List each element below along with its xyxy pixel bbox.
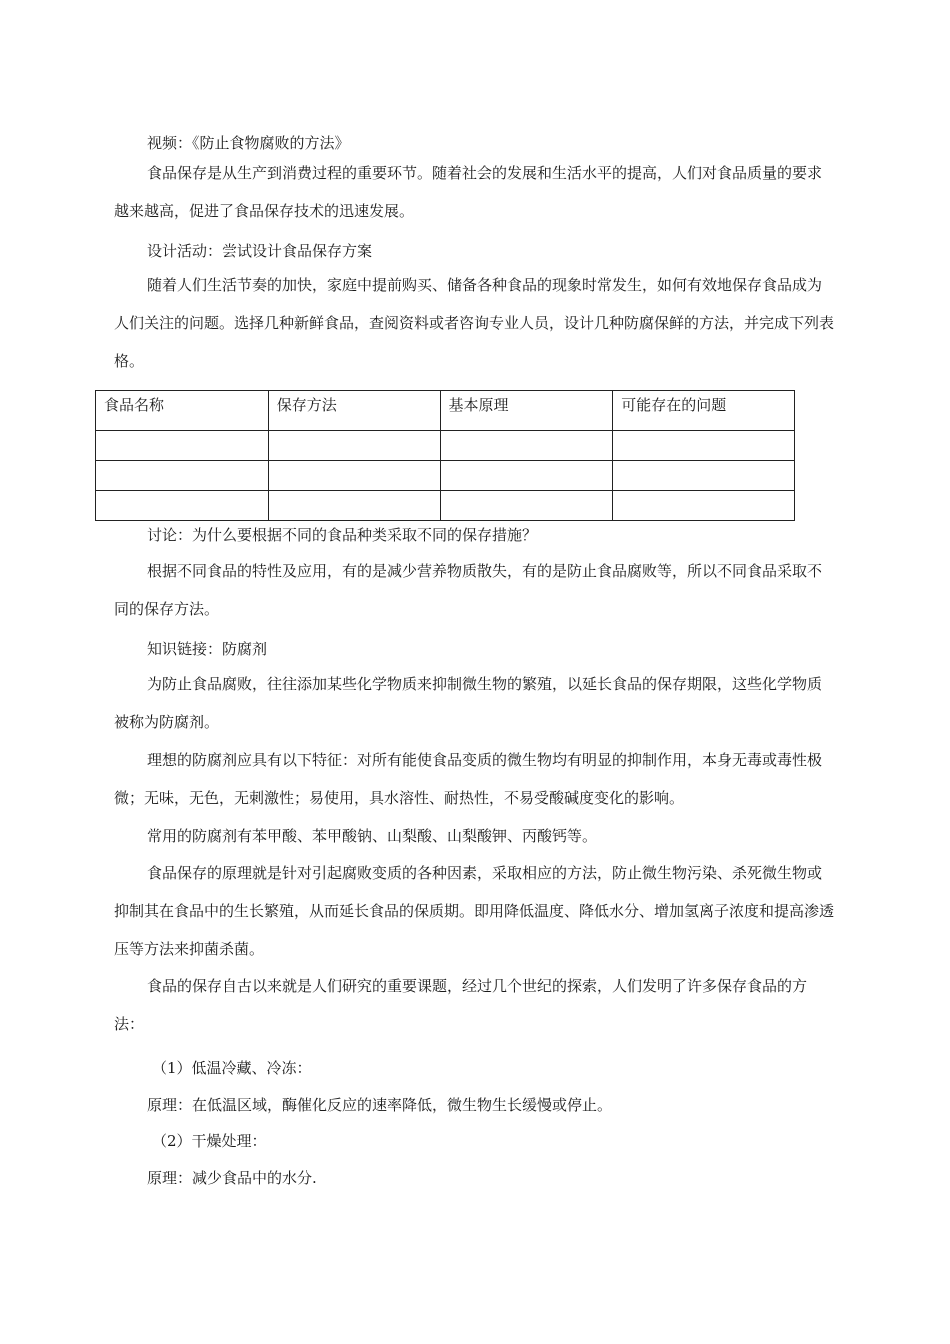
discussion-answer: 根据不同食品的特性及应用，有的是减少营养物质散失，有的是防止食品腐败等，所以不同食品采取不同的保存方法。	[114, 562, 823, 618]
table-row	[96, 431, 795, 461]
table-cell	[96, 461, 269, 491]
table-cell	[440, 461, 613, 491]
preservative-definition: 为防止食品腐败，往往添加某些化学物质来抑制微生物的繁殖，以延长食品的保存期限，这些化学物质被称为防腐剂。	[114, 675, 823, 731]
table-header-row	[96, 391, 795, 431]
table-cell	[268, 431, 440, 461]
preservation-plan-table	[95, 390, 795, 521]
table-cell	[440, 431, 613, 461]
method-1-principle: 原理：在低温区域，酶催化反应的速率降低，微生物生长缓慢或停止。	[147, 1096, 613, 1114]
table-header-method: 保存方法	[268, 391, 440, 431]
method-2-title: （2）干燥处理：	[152, 1132, 267, 1150]
table-cell	[268, 461, 440, 491]
knowledge-link-title: 知识链接：防腐剂	[147, 640, 268, 658]
method-1-title: （1）低温冷藏、冷冻：	[152, 1059, 312, 1077]
design-activity-text: 随着人们生活节奏的加快，家庭中提前购买、储备各种食品的现象时常发生，如何有效地保存食品成为人们关注的问题。选择几种新鲜食品，查阅资料或者咨询专业人员，设计几种防腐保鲜的方法，并完成下列表格。	[114, 276, 835, 370]
discussion-question: 讨论：为什么要根据不同的食品种类采取不同的保存措施？	[147, 526, 538, 544]
table-cell	[613, 431, 795, 461]
intro-paragraph: 食品保存是从生产到消费过程的重要环节。随着社会的发展和生活水平的提高，人们对食品质量的要求越来越高，促进了食品保存技术的迅速发展。	[114, 164, 823, 220]
table-header-food-name: 食品名称	[96, 391, 269, 431]
method-2-principle: 原理：减少食品中的水分.	[147, 1169, 317, 1187]
video-title: 视频：《防止食物腐败的方法》	[147, 134, 350, 152]
preservation-history: 食品的保存自古以来就是人们研究的重要课题，经过几个世纪的探索，人们发明了许多保存食品的方法：	[114, 977, 808, 1033]
preservation-principle: 食品保存的原理就是针对引起腐败变质的各种因素，采取相应的方法，防止微生物污染、杀死微生物或抑制其在食品中的生长繁殖，从而延长食品的保质期。即用降低温度、降低水分、增加氢离子浓度和提高渗透压等方法来抑菌杀菌。	[114, 864, 835, 958]
ideal-preservative-features: 理想的防腐剂应具有以下特征：对所有能使食品变质的微生物均有明显的抑制作用，本身无毒或毒性极微；无味，无色，无刺激性；易使用，具水溶性、耐热性，不易受酸碱度变化的影响。	[114, 751, 823, 807]
design-activity-title: 设计活动：尝试设计食品保存方案	[147, 242, 373, 260]
common-preservatives: 常用的防腐剂有苯甲酸、苯甲酸钠、山梨酸、山梨酸钾、丙酸钙等。	[147, 827, 598, 845]
table-row	[96, 461, 795, 491]
table-cell	[96, 431, 269, 461]
table-cell	[613, 461, 795, 491]
table-header-principle: 基本原理	[440, 391, 613, 431]
table-header-problems: 可能存在的问题	[613, 391, 795, 431]
